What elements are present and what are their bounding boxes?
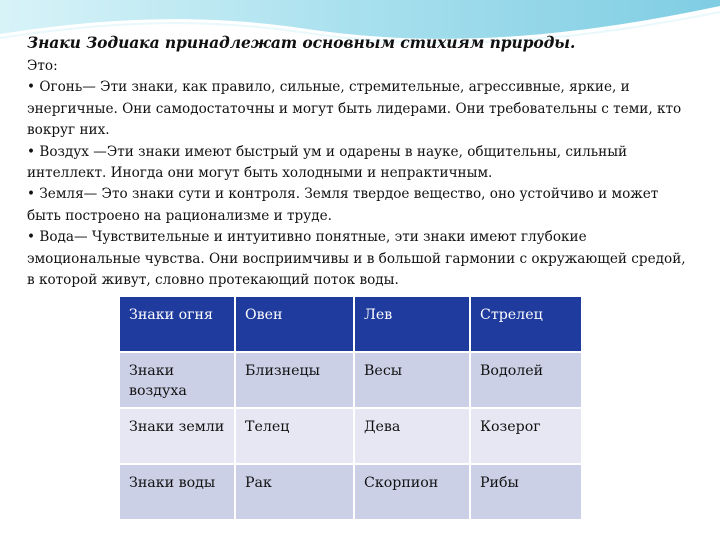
table-cell: Рак: [235, 464, 354, 520]
table-cell: Дева: [354, 408, 470, 464]
table-cell: Весы: [354, 352, 470, 408]
table-cell: Знаки огня: [120, 297, 235, 352]
zodiac-elements-table: [120, 297, 583, 521]
table-cell: Телец: [235, 408, 354, 464]
water-paragraph: • Вода— Чувствительные и интуитивно понятные, эти знаки имеют глубокие эмоциональные чувства. Они восприимчивы и в большой гармонии с окружающей средой, в которой живут, словно протекающий поток воды.: [27, 229, 686, 289]
table-row: [120, 352, 582, 408]
table-cell: Козерог: [470, 408, 582, 464]
earth-paragraph: • Земля— Это знаки сути и контроля. Земля твердое вещество, оно устойчиво и может быть построено на рационализме и труде.: [27, 186, 659, 224]
air-paragraph: • Воздух —Эти знаки имеют быстрый ум и одарены в науке, общительны, сильный интеллект. Иногда они могут быть холодными и непрактичным.: [27, 143, 628, 182]
table-cell: Лев: [354, 297, 470, 352]
table-cell: Знаки воды: [120, 464, 235, 520]
table-row: [120, 297, 582, 352]
table-row: [120, 408, 582, 464]
table-cell: Овен: [235, 297, 354, 352]
fire-paragraph: • Огонь— Эти знаки, как правило, сильные, стремительные, агрессивные, яркие, и энергичные. Они самодостаточны и могут быть лидерами. Они требовательны с теми, кто вокруг них.: [27, 79, 682, 139]
table-cell: Скорпион: [354, 464, 470, 520]
page-title: Знаки Зодиака принадлежат основным стихиям природы.: [27, 33, 576, 52]
table-cell: Рибы: [470, 464, 582, 520]
table-cell: Знаки земли: [120, 408, 235, 464]
table-cell: Близнецы: [235, 352, 354, 408]
table-cell: Водолей: [470, 352, 582, 408]
table-cell: Знаки воздуха: [120, 352, 235, 408]
table-cell: Стрелец: [470, 297, 582, 352]
description-text: [27, 56, 695, 291]
main-content: [27, 33, 695, 291]
table-row: [120, 464, 582, 520]
intro-line: Это:: [27, 58, 58, 74]
